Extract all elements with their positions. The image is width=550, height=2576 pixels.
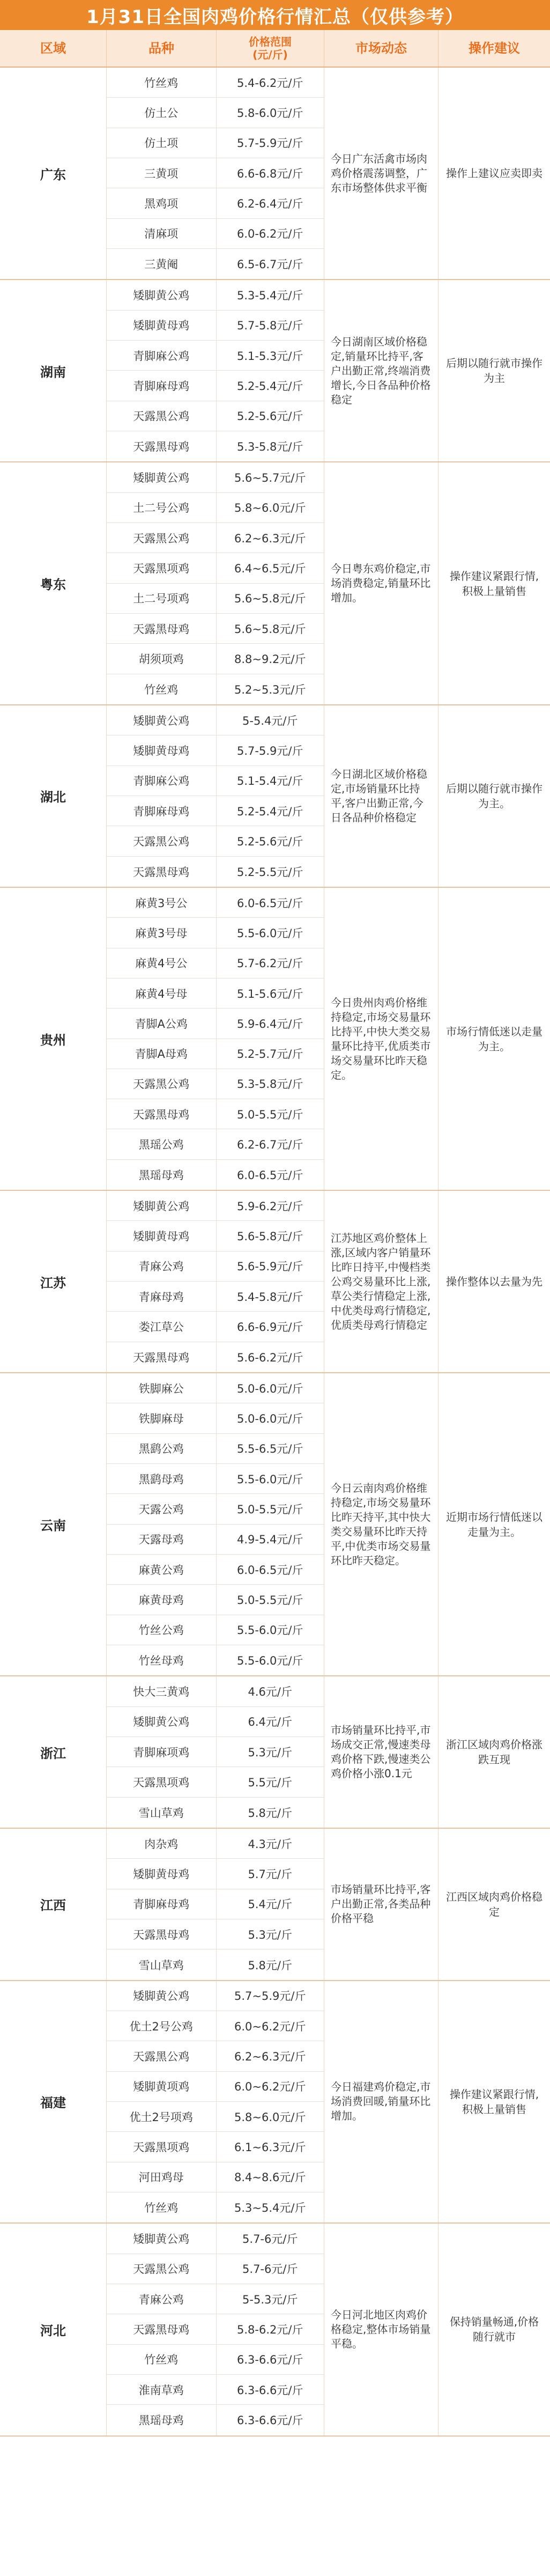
product-name: 天露黑公鸡 xyxy=(107,401,217,431)
table-row xyxy=(107,888,324,918)
product-price: 8.4~8.6元/斤 xyxy=(234,2171,306,2184)
table-row xyxy=(107,1039,324,1069)
table-row xyxy=(107,826,324,856)
product-name: 黑鹞公鸡 xyxy=(107,1434,217,1463)
product-price: 5.7元/斤 xyxy=(248,1868,292,1881)
table-row xyxy=(107,371,324,401)
table-row xyxy=(107,188,324,218)
product-name: 雪山草鸡 xyxy=(107,1798,217,1828)
table-row xyxy=(107,705,324,735)
product-price: 5.6-6.2元/斤 xyxy=(237,1351,303,1364)
product-name: 胡须项鸡 xyxy=(107,644,217,673)
table-row xyxy=(107,1312,324,1342)
product-price: 5.5-6.0元/斤 xyxy=(237,1624,303,1637)
product-name: 青麻母鸡 xyxy=(107,1282,217,1311)
product-name: 土二号公鸡 xyxy=(107,493,217,522)
product-price: 5.1-5.3元/斤 xyxy=(237,349,303,363)
product-list xyxy=(107,1373,324,1675)
product-name: 竹丝鸡 xyxy=(107,2345,217,2374)
product-list xyxy=(107,1829,324,1980)
product-price: 5.7-6元/斤 xyxy=(242,2263,298,2276)
product-list xyxy=(107,888,324,1190)
product-name: 铁脚麻公 xyxy=(107,1373,217,1403)
operation-advice: 后期以随行就市操作为主 xyxy=(446,357,542,385)
product-name: 天露黑公鸡 xyxy=(107,826,217,856)
product-price: 5.7-5.9元/斤 xyxy=(237,744,303,757)
market-dynamic: 市场销量环比持平,客户出勤正常,各类品种价格平稳 xyxy=(324,1829,438,1980)
product-price: 5.4-5.8元/斤 xyxy=(237,1290,303,1304)
region-name: 贵州 xyxy=(0,888,107,1190)
table-row xyxy=(107,1373,324,1403)
header-region: 区域 xyxy=(0,30,107,67)
table-row xyxy=(107,128,324,158)
region-name: 江苏 xyxy=(0,1191,107,1372)
product-name: 河田鸡母 xyxy=(107,2162,217,2192)
region-name: 浙江 xyxy=(0,1676,107,1828)
product-price: 5.0-5.5元/斤 xyxy=(237,1503,303,1517)
product-price: 5.4元/斤 xyxy=(248,1898,292,1911)
market-dynamic: 今日湖北区域价格稳定,市场销量环比持平,客户出勤正常,今日各品种价格稳定 xyxy=(324,705,438,887)
region-name: 湖南 xyxy=(0,280,107,461)
table-row xyxy=(107,2314,324,2344)
market-dynamic: 今日贵州肉鸡价格维持稳定,市场交易量环比持平,中快大类交易量环比持平,优质类市场交易量环比昨天稳定。 xyxy=(324,888,438,1190)
table-row xyxy=(107,2345,324,2375)
product-name: 青脚麻母鸡 xyxy=(107,1889,217,1919)
product-price: 6.2~6.3元/斤 xyxy=(234,532,306,545)
table-row xyxy=(107,614,324,644)
operation-advice: 保持销量畅通,价格随行就市 xyxy=(449,2315,539,2344)
product-name: 矮脚黄公鸡 xyxy=(107,280,217,310)
product-price: 5.7~5.9元/斤 xyxy=(234,1990,306,2003)
product-name: 黑瑶母鸡 xyxy=(107,2405,217,2435)
product-price: 5.3-5.8元/斤 xyxy=(237,440,303,454)
product-name: 麻黄4号母 xyxy=(107,978,217,1008)
product-name: 麻黄母鸡 xyxy=(107,1585,217,1614)
product-price: 5.0-6.0元/斤 xyxy=(237,1382,303,1395)
product-price: 5.6-5.9元/斤 xyxy=(237,1260,303,1274)
product-name: 矮脚黄公鸡 xyxy=(107,1191,217,1220)
product-price: 5.0-5.5元/斤 xyxy=(237,1594,303,1607)
product-name: 仿土项 xyxy=(107,128,217,158)
product-name: 竹丝公鸡 xyxy=(107,1615,217,1645)
product-name: 天露黑母鸡 xyxy=(107,857,217,887)
product-price: 5.4-6.2元/斤 xyxy=(237,76,303,90)
table-row xyxy=(107,1615,324,1645)
table-row xyxy=(107,2284,324,2314)
product-name: 天露黑母鸡 xyxy=(107,1099,217,1129)
product-name: 天露黑项鸡 xyxy=(107,1767,217,1797)
product-price: 5.7-5.9元/斤 xyxy=(237,137,303,150)
product-price: 6.4元/斤 xyxy=(248,1716,292,1729)
region-block xyxy=(0,2224,550,2436)
product-price: 5.6~5.8元/斤 xyxy=(234,592,306,606)
product-price: 5.2-5.4元/斤 xyxy=(237,379,303,393)
product-name: 青脚麻母鸡 xyxy=(107,371,217,400)
table-row xyxy=(107,1494,324,1524)
table-row xyxy=(107,584,324,614)
table-row xyxy=(107,1191,324,1221)
product-name: 麻黄3号公 xyxy=(107,888,217,917)
product-name: 淮南草鸡 xyxy=(107,2375,217,2404)
product-name: 矮脚黄公鸡 xyxy=(107,2224,217,2253)
table-row xyxy=(107,1949,324,1979)
product-price: 5.5元/斤 xyxy=(248,1776,292,1790)
product-price: 5.0-6.0元/斤 xyxy=(237,1412,303,1426)
product-name: 矮脚黄公鸡 xyxy=(107,462,217,492)
product-price: 6.5-6.7元/斤 xyxy=(237,258,303,271)
product-price: 5.6~5.8元/斤 xyxy=(234,622,306,636)
product-name: 矮脚黄母鸡 xyxy=(107,735,217,765)
product-price: 5.7-6.2元/斤 xyxy=(237,957,303,970)
product-price: 5.2-5.6元/斤 xyxy=(237,410,303,423)
product-name: 竹丝鸡 xyxy=(107,674,217,704)
table-row xyxy=(107,674,324,704)
region-block xyxy=(0,705,550,888)
table-row xyxy=(107,523,324,553)
market-dynamic: 江苏地区鸡价整体上涨,区域内客户销量环比昨日持平,中慢档类公鸡交易量环比上涨,草公类行情稳定上涨,中优类母鸡行情稳定,优质类母鸡行情稳定 xyxy=(324,1191,438,1372)
product-name: 铁脚麻母 xyxy=(107,1403,217,1433)
product-name: 矮脚黄公鸡 xyxy=(107,705,217,735)
product-name: 天露黑项鸡 xyxy=(107,2132,217,2161)
region-block xyxy=(0,68,550,280)
table-row xyxy=(107,1676,324,1706)
table-header xyxy=(0,30,550,68)
operation-advice: 后期以随行就市操作为主。 xyxy=(446,782,542,810)
table-row xyxy=(107,1859,324,1889)
table-row xyxy=(107,431,324,461)
product-name: 竹丝鸡 xyxy=(107,68,217,97)
product-price: 6.3-6.6元/斤 xyxy=(237,2383,303,2397)
table-row xyxy=(107,2224,324,2254)
product-price: 5-5.4元/斤 xyxy=(242,714,298,727)
product-name: 青麻公鸡 xyxy=(107,2284,217,2314)
operation-advice: 浙江区域肉鸡价格涨跌互现 xyxy=(446,1738,542,1767)
table-row xyxy=(107,1009,324,1039)
product-name: 麻黄4号公 xyxy=(107,948,217,978)
product-list xyxy=(107,68,324,279)
operation-advice: 近期市场行情低迷以走量为主。 xyxy=(446,1510,542,1539)
product-name: 天露黑母鸡 xyxy=(107,431,217,461)
table-row xyxy=(107,1160,324,1190)
header-price-label: 价格范围 xyxy=(249,35,292,48)
table-row xyxy=(107,2192,324,2222)
table-row xyxy=(107,462,324,492)
product-name: 矮脚黄公鸡 xyxy=(107,1707,217,1736)
product-name: 青脚麻项鸡 xyxy=(107,1737,217,1767)
operation-advice: 操作整体以去量为先 xyxy=(446,1275,542,1289)
table-row xyxy=(107,553,324,583)
page-title: 1月31日全国肉鸡价格行情汇总（仅供参考） xyxy=(0,0,550,30)
product-name: 青脚麻公鸡 xyxy=(107,766,217,796)
table-row xyxy=(107,766,324,796)
operation-advice: 市场行情低迷以走量为主。 xyxy=(446,1025,542,1053)
product-price: 5.2-5.5元/斤 xyxy=(237,865,303,879)
table-row xyxy=(107,735,324,766)
table-row xyxy=(107,2072,324,2102)
market-dynamic: 今日湖南区域价格稳定,销量环比持平,客户出勤正常,终端消费增长,今日各品种价格稳定 xyxy=(324,280,438,461)
table-row xyxy=(107,280,324,310)
table-row xyxy=(107,1282,324,1312)
table-row xyxy=(107,493,324,523)
table-row xyxy=(107,249,324,279)
market-dynamic: 今日粤东鸡价稳定,市场消费稳定,销量环比增加。 xyxy=(324,462,438,704)
product-price: 5.8~6.0元/斤 xyxy=(234,2110,306,2124)
product-name: 快大三黄鸡 xyxy=(107,1676,217,1706)
product-name: 麻黄3号母 xyxy=(107,918,217,947)
market-dynamic: 市场销量环比持平,市场成交正常,慢速类母鸡价格下跌,慢速类公鸡价格小涨0.1元 xyxy=(324,1676,438,1828)
table-row xyxy=(107,1829,324,1859)
product-price: 6.3-6.6元/斤 xyxy=(237,2414,303,2427)
table-row xyxy=(107,1737,324,1767)
table-row xyxy=(107,1767,324,1797)
table-row xyxy=(107,1981,324,2011)
product-price: 5.8元/斤 xyxy=(248,1959,292,1972)
product-price: 5.0-5.5元/斤 xyxy=(237,1108,303,1121)
product-price: 5-5.3元/斤 xyxy=(242,2293,298,2306)
product-price: 6.4~6.5元/斤 xyxy=(234,562,306,575)
table-row xyxy=(107,311,324,341)
product-price: 6.6-6.8元/斤 xyxy=(237,167,303,180)
region-block xyxy=(0,462,550,705)
product-price: 6.0-6.5元/斤 xyxy=(237,1168,303,1182)
product-price: 6.2-6.7元/斤 xyxy=(237,1138,303,1152)
product-name: 青脚A公鸡 xyxy=(107,1009,217,1038)
product-price: 5.2~5.3元/斤 xyxy=(234,683,306,696)
product-price: 5.7-5.8元/斤 xyxy=(237,319,303,333)
table-row xyxy=(107,1555,324,1585)
market-dynamic: 今日福建鸡价稳定,市场消费回暖,销量环比增加。 xyxy=(324,1981,438,2223)
table-row xyxy=(107,978,324,1009)
product-list xyxy=(107,1676,324,1828)
header-price xyxy=(217,30,324,67)
table-row xyxy=(107,644,324,674)
table-row xyxy=(107,1252,324,1282)
operation-advice: 江西区域肉鸡价格稳定 xyxy=(446,1890,542,1918)
market-dynamic: 今日广东活禽市场肉鸡价格震荡调整，广东市场整体供求平衡 xyxy=(324,68,438,279)
region-name: 云南 xyxy=(0,1373,107,1675)
product-price: 4.3元/斤 xyxy=(248,1837,292,1851)
table-row xyxy=(107,2405,324,2435)
table-row xyxy=(107,2254,324,2284)
product-name: 黑鸡项 xyxy=(107,188,217,218)
product-price: 5.2-5.6元/斤 xyxy=(237,835,303,848)
product-name: 天露黑母鸡 xyxy=(107,2314,217,2344)
table-row xyxy=(107,2132,324,2162)
product-name: 天露黑项鸡 xyxy=(107,553,217,583)
table-row xyxy=(107,1099,324,1129)
product-name: 青脚麻公鸡 xyxy=(107,341,217,370)
product-price: 5.3元/斤 xyxy=(248,1928,292,1941)
product-name: 三黄项 xyxy=(107,158,217,188)
product-name: 麻黄公鸡 xyxy=(107,1555,217,1584)
table-row xyxy=(107,1464,324,1494)
product-name: 矮脚黄项鸡 xyxy=(107,2072,217,2101)
region-name: 广东 xyxy=(0,68,107,279)
table-row xyxy=(107,1889,324,1919)
table-row xyxy=(107,2162,324,2192)
region-name: 江西 xyxy=(0,1829,107,1980)
product-price: 5.5-6.0元/斤 xyxy=(237,1473,303,1486)
product-price: 4.9-5.4元/斤 xyxy=(237,1533,303,1547)
product-price: 5.3-5.4元/斤 xyxy=(237,289,303,302)
table-row xyxy=(107,796,324,826)
region-block xyxy=(0,280,550,462)
product-name: 天露公鸡 xyxy=(107,1494,217,1523)
product-name: 矮脚黄母鸡 xyxy=(107,1221,217,1250)
product-price: 5.3-5.8元/斤 xyxy=(237,1078,303,1091)
table-row xyxy=(107,1798,324,1828)
table-row xyxy=(107,219,324,249)
table-row xyxy=(107,2102,324,2132)
region-name: 粤东 xyxy=(0,462,107,704)
region-name: 河北 xyxy=(0,2224,107,2435)
table-row xyxy=(107,1129,324,1159)
product-name: 天露黑母鸡 xyxy=(107,1919,217,1949)
product-price: 6.0-6.2元/斤 xyxy=(237,227,303,241)
header-price-unit: (元/斤) xyxy=(252,48,288,61)
product-name: 三黄阉 xyxy=(107,249,217,279)
product-price: 5.9-6.2元/斤 xyxy=(237,1199,303,1213)
table-row xyxy=(107,1221,324,1251)
product-price: 6.2~6.3元/斤 xyxy=(234,2050,306,2063)
product-price: 5.5-6.0元/斤 xyxy=(237,926,303,940)
product-price: 6.0-6.5元/斤 xyxy=(237,1563,303,1577)
table-row xyxy=(107,1645,324,1675)
product-name: 娄江草公 xyxy=(107,1312,217,1341)
product-price: 5.3元/斤 xyxy=(248,1746,292,1759)
table-row xyxy=(107,158,324,188)
region-block xyxy=(0,888,550,1191)
table-row xyxy=(107,2011,324,2041)
operation-advice: 操作建议紧跟行情,积极上量销售 xyxy=(449,569,539,598)
product-name: 仿土公 xyxy=(107,98,217,127)
product-price: 5.7-6元/斤 xyxy=(242,2232,298,2246)
region-name: 福建 xyxy=(0,1981,107,2223)
product-name: 青脚麻母鸡 xyxy=(107,796,217,826)
product-price: 5.8~6.0元/斤 xyxy=(234,502,306,515)
product-name: 天露黑母鸡 xyxy=(107,1342,217,1372)
product-name: 天露黑母鸡 xyxy=(107,614,217,643)
table-row xyxy=(107,1434,324,1464)
region-block xyxy=(0,1981,550,2224)
product-name: 天露黑公鸡 xyxy=(107,2254,217,2284)
product-name: 优土2号公鸡 xyxy=(107,2011,217,2041)
table-row xyxy=(107,68,324,98)
product-price: 5.5-6.0元/斤 xyxy=(237,1654,303,1668)
header-product: 品种 xyxy=(107,30,217,67)
product-price: 6.2-6.4元/斤 xyxy=(237,197,303,210)
product-price: 6.0-6.5元/斤 xyxy=(237,896,303,910)
region-block xyxy=(0,1373,550,1676)
operation-advice: 操作上建议应卖即卖 xyxy=(446,167,542,180)
table-row xyxy=(107,1707,324,1737)
product-price: 5.8-6.0元/斤 xyxy=(237,106,303,120)
table-row xyxy=(107,948,324,978)
product-price: 5.8元/斤 xyxy=(248,1806,292,1820)
product-price: 6.1~6.3元/斤 xyxy=(234,2140,306,2154)
region-block xyxy=(0,1191,550,1373)
product-price: 6.6-6.9元/斤 xyxy=(237,1321,303,1334)
product-name: 雪山草鸡 xyxy=(107,1949,217,1979)
product-list xyxy=(107,2224,324,2435)
product-price: 5.8-6.2元/斤 xyxy=(237,2323,303,2336)
table-row xyxy=(107,98,324,128)
header-advice: 操作建议 xyxy=(469,41,520,56)
table-row xyxy=(107,1069,324,1099)
region-block xyxy=(0,1676,550,1829)
product-price: 5.3~5.4元/斤 xyxy=(234,2202,306,2215)
market-dynamic: 今日河北地区肉鸡价格稳定,整体市场销量平稳。 xyxy=(324,2224,438,2435)
product-name: 优土2号项鸡 xyxy=(107,2102,217,2131)
market-dynamic: 今日云南肉鸡价格维持稳定,市场交易量环比昨天持平,其中快大类交易量环比昨天持平,中优类市场交易量环比昨天稳定。 xyxy=(324,1373,438,1675)
table-row xyxy=(107,1342,324,1372)
table-row xyxy=(107,341,324,371)
product-name: 青麻公鸡 xyxy=(107,1252,217,1281)
product-name: 肉杂鸡 xyxy=(107,1829,217,1858)
product-list xyxy=(107,1981,324,2223)
product-name: 天露黑公鸡 xyxy=(107,523,217,553)
table-body xyxy=(0,68,550,2437)
region-block xyxy=(0,1829,550,1981)
table-row xyxy=(107,1403,324,1433)
product-name: 矮脚黄母鸡 xyxy=(107,311,217,340)
product-list xyxy=(107,462,324,704)
region-name: 湖北 xyxy=(0,705,107,887)
product-price: 5.2-5.7元/斤 xyxy=(237,1048,303,1061)
table-row xyxy=(107,1585,324,1615)
product-price: 8.8~9.2元/斤 xyxy=(234,652,306,666)
product-list xyxy=(107,705,324,887)
product-list xyxy=(107,1191,324,1372)
product-name: 竹丝母鸡 xyxy=(107,1645,217,1675)
table-row xyxy=(107,2375,324,2405)
header-dynamic: 市场动态 xyxy=(324,30,438,67)
product-price: 4.6元/斤 xyxy=(248,1686,292,1699)
product-name: 黑瑶公鸡 xyxy=(107,1129,217,1159)
product-price: 5.1-5.4元/斤 xyxy=(237,775,303,788)
product-name: 黑鹞母鸡 xyxy=(107,1464,217,1493)
product-price: 6.0~6.2元/斤 xyxy=(234,2020,306,2033)
product-name: 矮脚黄母鸡 xyxy=(107,1859,217,1888)
product-price: 5.6-5.8元/斤 xyxy=(237,1230,303,1243)
table-row xyxy=(107,857,324,887)
product-name: 土二号项鸡 xyxy=(107,584,217,613)
product-price: 5.6~5.7元/斤 xyxy=(234,471,306,484)
product-name: 天露黑公鸡 xyxy=(107,1069,217,1099)
table-row xyxy=(107,2041,324,2071)
product-price: 5.9-6.4元/斤 xyxy=(237,1017,303,1031)
product-name: 清麻项 xyxy=(107,219,217,248)
operation-advice: 操作建议紧跟行情,积极上量销售 xyxy=(449,2087,539,2116)
product-price: 5.2-5.4元/斤 xyxy=(237,805,303,818)
product-price: 6.0~6.2元/斤 xyxy=(234,2080,306,2094)
product-name: 黑瑶母鸡 xyxy=(107,1160,217,1190)
table-row xyxy=(107,1919,324,1949)
table-row xyxy=(107,918,324,948)
product-name: 矮脚黄公鸡 xyxy=(107,1981,217,2011)
product-name: 天露黑公鸡 xyxy=(107,2041,217,2071)
product-name: 青脚A母鸡 xyxy=(107,1039,217,1069)
product-name: 竹丝鸡 xyxy=(107,2192,217,2222)
product-name: 天露母鸡 xyxy=(107,1525,217,1554)
product-price: 5.5-6.5元/斤 xyxy=(237,1442,303,1456)
product-price: 6.3-6.6元/斤 xyxy=(237,2353,303,2367)
table-row xyxy=(107,1525,324,1555)
product-price: 5.1-5.6元/斤 xyxy=(237,987,303,1000)
product-list xyxy=(107,280,324,461)
table-row xyxy=(107,401,324,431)
